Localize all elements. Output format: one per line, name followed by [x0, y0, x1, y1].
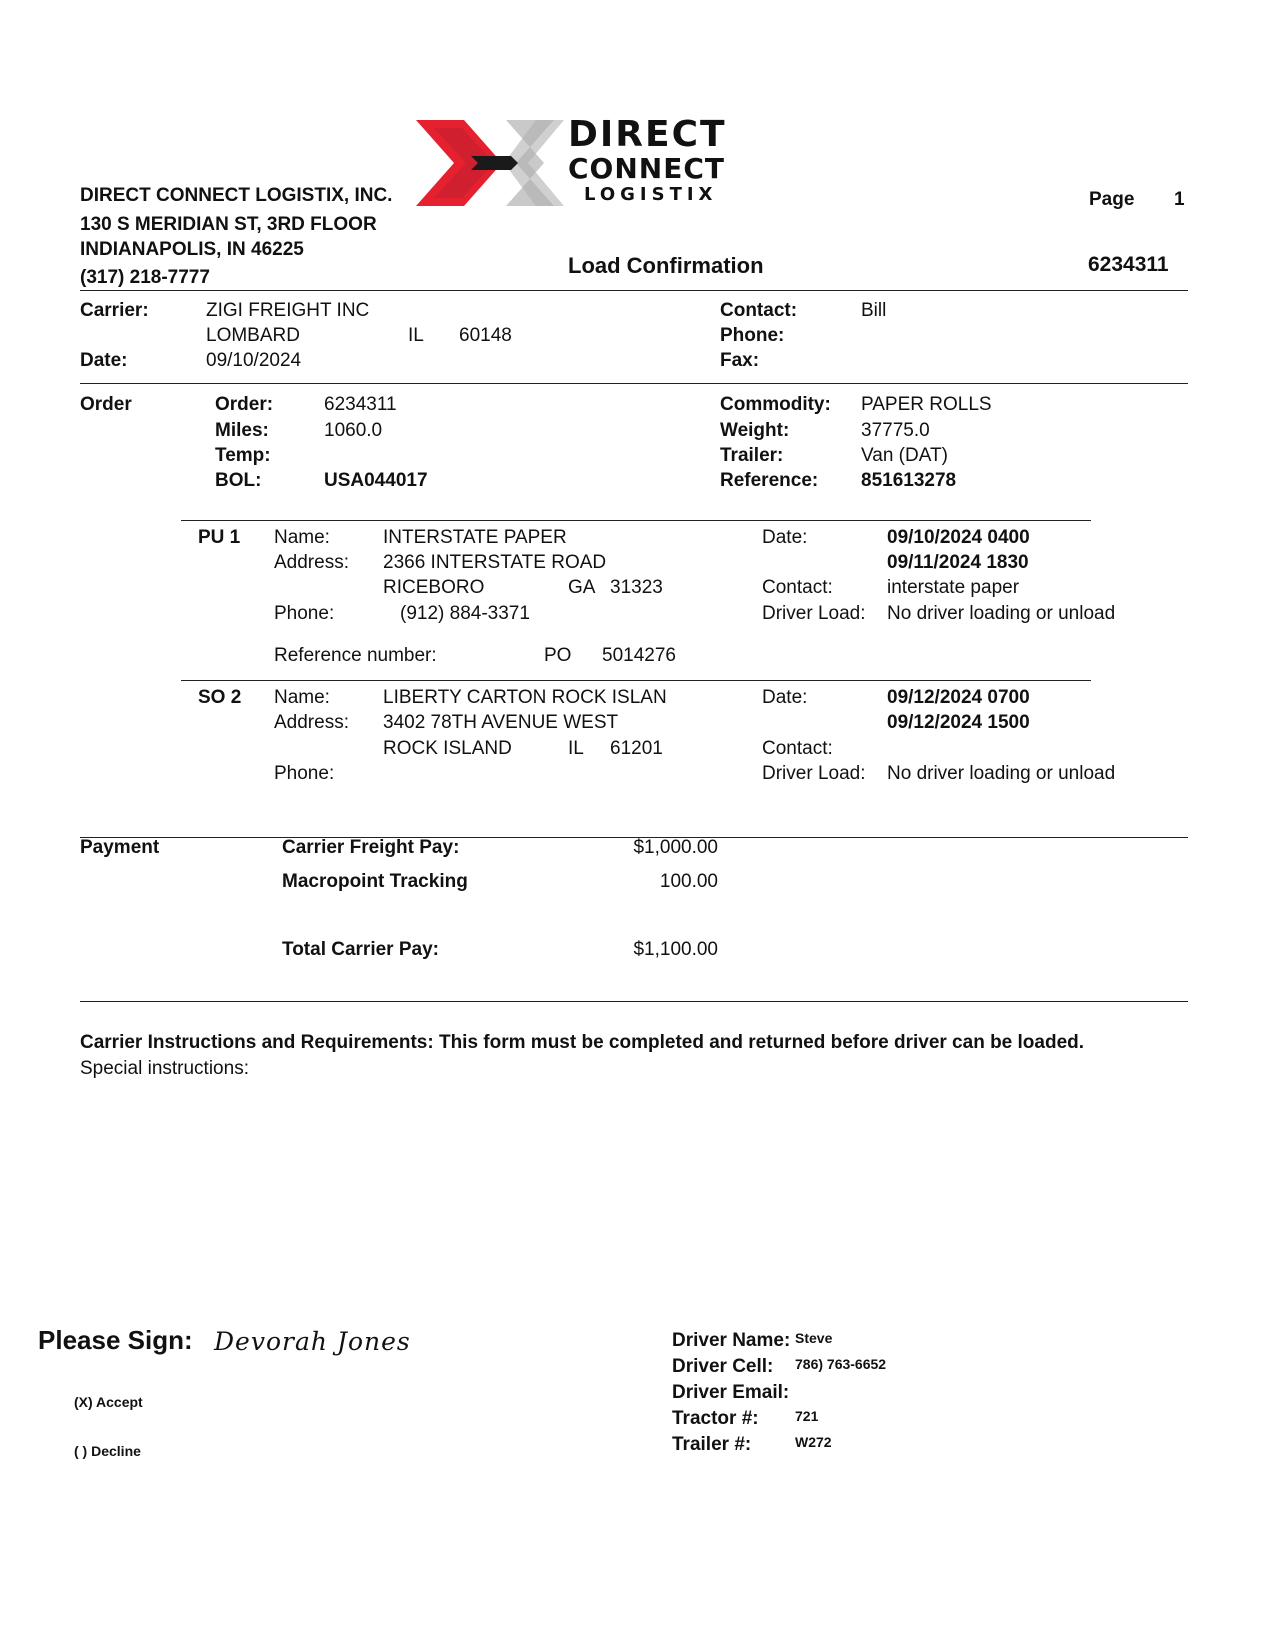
stop2-driver-load-label: Driver Load:: [762, 763, 866, 784]
stop2-date-end: 09/12/2024 1500: [887, 712, 1030, 733]
stop1-date-start: 09/10/2024 0400: [887, 527, 1030, 548]
logo-text-logistix: LOGISTIX: [584, 184, 718, 205]
order-miles: 1060.0: [324, 420, 383, 441]
driver-cell-label: Driver Cell:: [672, 1356, 774, 1377]
stop2-code: SO 2: [198, 687, 242, 708]
carrier-fax-label: Fax:: [720, 350, 760, 371]
stop1-name: INTERSTATE PAPER: [383, 527, 567, 548]
carrier-date: 09/10/2024: [206, 350, 302, 371]
header-divider: [80, 290, 1188, 291]
company-name: DIRECT CONNECT LOGISTIX, INC.: [80, 185, 393, 206]
page-number: 1: [1174, 189, 1185, 210]
carrier-state: IL: [408, 325, 424, 346]
stop2-phone-label: Phone:: [274, 763, 335, 784]
logo-text-connect: CONNECT: [568, 152, 725, 185]
company-address-line2: INDIANAPOLIS, IN 46225: [80, 239, 304, 260]
signature: Devorah Jones: [214, 1327, 411, 1356]
stop1-reference-label: Reference number:: [274, 645, 437, 666]
order-weight: 37775.0: [861, 420, 930, 441]
company-phone: (317) 218-7777: [80, 267, 210, 288]
stop1-contact: interstate paper: [887, 577, 1020, 598]
please-sign-label: Please Sign:: [38, 1325, 193, 1355]
carrier-label: Carrier:: [80, 300, 149, 321]
stop2-contact-label: Contact:: [762, 738, 833, 759]
payment-bottom-divider: [80, 1001, 1188, 1002]
document-title: Load Confirmation: [568, 253, 764, 278]
stop2-state: IL: [568, 738, 584, 759]
freight-pay-label: Carrier Freight Pay:: [282, 837, 460, 858]
carrier-contact: Bill: [861, 300, 887, 321]
order-section-label: Order: [80, 394, 132, 415]
accept-option[interactable]: (X) Accept: [74, 1394, 143, 1410]
trailer-number: W272: [795, 1434, 832, 1450]
page-label: Page: [1089, 189, 1135, 210]
stop2-driver-load: No driver loading or unload: [887, 763, 1116, 784]
stop2-city: ROCK ISLAND: [383, 738, 512, 759]
order-reference: 851613278: [861, 470, 957, 491]
order-reference-label: Reference:: [720, 470, 819, 491]
order-bol: USA044017: [324, 470, 428, 491]
stop1-contact-label: Contact:: [762, 577, 833, 598]
load-number: 6234311: [1088, 253, 1169, 276]
company-logo: [416, 114, 746, 210]
tracking-label: Macropoint Tracking: [282, 871, 468, 892]
decline-option[interactable]: ( ) Decline: [74, 1443, 141, 1459]
order-bol-label: BOL:: [215, 470, 262, 491]
order-trailer-label: Trailer:: [720, 445, 784, 466]
carrier-name: ZIGI FREIGHT INC: [206, 300, 370, 321]
stop1-reference-value: 5014276: [602, 645, 676, 666]
trailer-label: Trailer #:: [672, 1434, 752, 1455]
carrier-date-label: Date:: [80, 350, 128, 371]
carrier-zip: 60148: [459, 325, 512, 346]
stop1-driver-load-label: Driver Load:: [762, 603, 866, 624]
stop1-address-label: Address:: [274, 552, 349, 573]
order-number-label: Order:: [215, 394, 274, 415]
order-commodity-label: Commodity:: [720, 394, 831, 415]
stop1-city: RICEBORO: [383, 577, 485, 598]
stop1-state: GA: [568, 577, 596, 598]
total-pay-label: Total Carrier Pay:: [282, 939, 439, 960]
tracking-amount: 100.00: [659, 871, 718, 892]
tractor-number: 721: [795, 1408, 819, 1424]
driver-name: Steve: [795, 1330, 833, 1346]
company-address-line1: 130 S MERIDIAN ST, 3RD FLOOR: [80, 214, 377, 235]
stop2-date-start: 09/12/2024 0700: [887, 687, 1030, 708]
stop1-date-end: 09/11/2024 1830: [887, 552, 1029, 573]
driver-cell: 786) 763-6652: [795, 1356, 887, 1372]
instructions-heading: Carrier Instructions and Requirements: This form must be completed and returned before driver can be loaded.: [80, 1032, 1085, 1053]
special-instructions-label: Special instructions:: [80, 1058, 249, 1079]
carrier-contact-label: Contact:: [720, 300, 798, 321]
stop1-phone-label: Phone:: [274, 603, 335, 624]
stop1-reference-type: PO: [544, 645, 572, 666]
tractor-label: Tractor #:: [672, 1408, 759, 1429]
carrier-phone-label: Phone:: [720, 325, 785, 346]
stop1-phone: (912) 884-3371: [400, 603, 530, 624]
stop2-date-label: Date:: [762, 687, 808, 708]
stop2-name: LIBERTY CARTON ROCK ISLAN: [383, 687, 667, 708]
stop1-date-label: Date:: [762, 527, 808, 548]
total-pay-amount: $1,100.00: [633, 939, 718, 960]
stop1-zip: 31323: [610, 577, 663, 598]
stop1-address: 2366 INTERSTATE ROAD: [383, 552, 607, 573]
stop2-address: 3402 78TH AVENUE WEST: [383, 712, 619, 733]
stop2-name-label: Name:: [274, 687, 330, 708]
carrier-city: LOMBARD: [206, 325, 300, 346]
order-commodity: PAPER ROLLS: [861, 394, 992, 415]
order-weight-label: Weight:: [720, 420, 790, 441]
stop1-driver-load: No driver loading or unload: [887, 603, 1116, 624]
order-miles-label: Miles:: [215, 420, 269, 441]
stop2-zip: 61201: [610, 738, 663, 759]
stop1-name-label: Name:: [274, 527, 330, 548]
order-temp-label: Temp:: [215, 445, 271, 466]
carrier-divider: [80, 383, 1188, 384]
stop1-divider: [181, 520, 1091, 521]
order-trailer: Van (DAT): [861, 445, 948, 466]
logo-text-direct: DIRECT: [568, 114, 727, 155]
logo-x-mark: [416, 118, 566, 208]
order-number: 6234311: [324, 394, 397, 415]
driver-name-label: Driver Name:: [672, 1330, 791, 1351]
stop2-address-label: Address:: [274, 712, 349, 733]
freight-pay-amount: $1,000.00: [633, 837, 718, 858]
stop1-code: PU 1: [198, 527, 241, 548]
stop2-divider: [181, 680, 1091, 681]
payment-section-label: Payment: [80, 837, 160, 858]
driver-email-label: Driver Email:: [672, 1382, 790, 1403]
